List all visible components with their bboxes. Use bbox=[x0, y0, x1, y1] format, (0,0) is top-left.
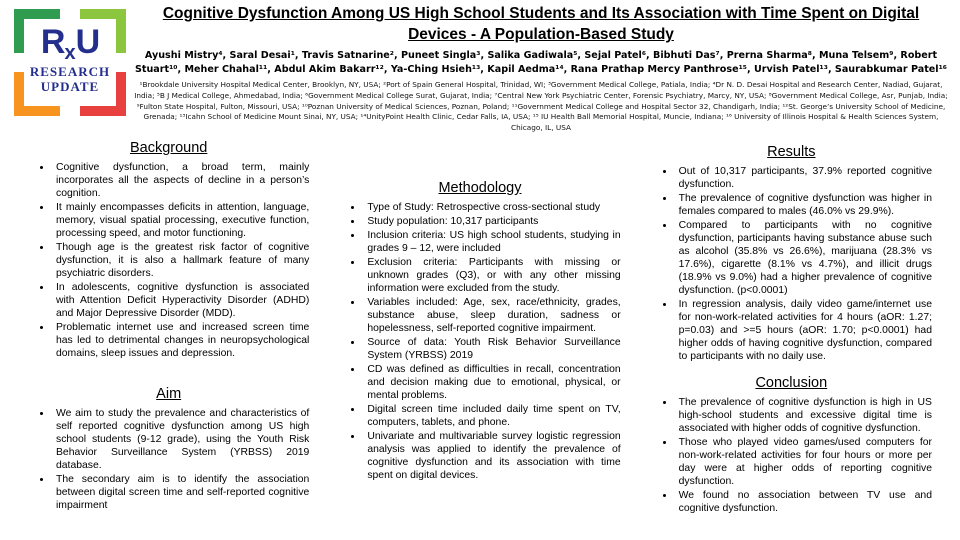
conclusion-heading: Conclusion bbox=[755, 375, 828, 391]
methodology-bullet-list bbox=[339, 201, 620, 482]
bullet-item: • Those who played video games/used computers for non-work-related activities for four hours or more per day were at higher odds of reporting cognitive dysfunction. bbox=[675, 436, 932, 488]
bullet-item: • The secondary aim is to identify the association between digital screen time and self-reported cognitive impairment bbox=[52, 473, 309, 512]
bullet-item: • We found no association between TV use and cognitive dysfunction. bbox=[675, 489, 932, 515]
bullet-item: • Out of 10,317 participants, 37.9% reported cognitive dysfunction. bbox=[675, 165, 932, 191]
column-right bbox=[651, 140, 932, 540]
section-aim bbox=[28, 386, 309, 512]
results-bullet-list bbox=[651, 165, 932, 363]
bullet-item: • Though age is the greatest risk factor of cognitive dysfunction, it is also a hallmark feature of many psychiatric disorders. bbox=[52, 241, 309, 280]
background-bullet-list bbox=[28, 161, 309, 360]
bullet-item: • Source of data: Youth Risk Behavior Surveillance System (YRBSS) 2019 bbox=[363, 336, 620, 362]
conclusion-bullet-list bbox=[651, 396, 932, 515]
logo-monogram: RxU bbox=[40, 23, 100, 64]
research-update-logo bbox=[14, 9, 126, 116]
bullet-item: • In adolescents, cognitive dysfunction is associated with Attention Deficit Hyperactivity Disorder (ADHD) and Major Depressive Disorder (MDD). bbox=[52, 281, 309, 320]
bullet-item: • It mainly encompasses deficits in attention, language, memory, visual spatial processing, executive function, processing speed, and motor functioning. bbox=[52, 201, 309, 240]
bullet-item: • We aim to study the prevalence and characteristics of self reported cognitive dysfunction among US high school students (9-12 grade), using the Youth Risk Behavior Surveillance System (YRBSS) 2019 database. bbox=[52, 407, 309, 472]
bullet-item: • Variables included: Age, sex, race/ethnicity, grades, substance abuse, sleep duration, sadness or hopelessness, self-reported cognitive impairment. bbox=[363, 296, 620, 335]
section-background bbox=[28, 140, 309, 360]
poster-title: Cognitive Dysfunction Among US High School Students and Its Association with Time Spent on Digital Devices - A Population-Based Study bbox=[162, 5, 920, 43]
bullet-item: • Compared to participants with no cognitive dysfunction, participants having substance abuse such as alcohol (35.8% vs 26.6%), marijuana (28.3% vs 17.6%), cigarette (8.1% vs 4.7%), and illicit drugs (18.9% vs 9.0%) had a higher prevalence of cognitive dysfunction. (p<0.0001) bbox=[675, 219, 932, 297]
section-conclusion bbox=[651, 375, 932, 515]
poster-columns bbox=[0, 140, 960, 540]
poster-header bbox=[130, 4, 952, 134]
bullet-item: • Exclusion criteria: Participants with missing or unknown grades (Q3), or with any other missing information were excluded from the study. bbox=[363, 256, 620, 295]
background-heading: Background bbox=[129, 140, 208, 156]
methodology-heading: Methodology bbox=[438, 180, 522, 196]
bullet-item: • Inclusion criteria: US high school students, studying in grades 9 – 12, were included bbox=[363, 229, 620, 255]
section-results bbox=[651, 144, 932, 363]
bullet-item: • In regression analysis, daily video game/internet use for non-work-related activities for 4 hours (aOR: 1.27; p=0.03) and >=5 hours (aOR: 1.70; p<0.0001) had higher odds of having cognitive dysfunction, compared to participants with no daily use. bbox=[675, 298, 932, 363]
bullet-item: • Type of Study: Retrospective cross-sectional study bbox=[363, 201, 620, 214]
bullet-item: • Digital screen time included daily time spent on TV, computers, tablets, and phone. bbox=[363, 403, 620, 429]
column-middle bbox=[339, 140, 620, 540]
section-methodology bbox=[339, 180, 620, 482]
column-left bbox=[28, 140, 309, 540]
author-list: Ayushi Mistry⁴, Saral Desai¹, Travis Satnarine², Puneet Singla³, Salika Gadiwala⁵, Sejal Patel⁶, Bibhuti Das⁷, Prerna Sharma⁸, Muna Telsem⁹, Robert Stuart¹⁰, Meher Chahal¹¹, Abdul Akim Bakarr¹², Ya-Ching Hsieh¹³, Kapil Aedma¹⁴, Rana Prathap Mercy Panthrose¹⁵, Urvish Patel¹³, Saurabkumar Patel¹⁶ bbox=[134, 49, 947, 75]
bullet-item: • The prevalence of cognitive dysfunction was higher in females compared to males (46.0% vs 29.9%). bbox=[675, 192, 932, 218]
logo-wordmark bbox=[14, 65, 126, 95]
affiliation-list: ¹Brookdale University Hospital Medical Center, Brooklyn, NY, USA; ²Port of Spain General Hospital, Trinidad, WI; ³Government Medical College, Patiala, India; ⁴Dr N. D. Desai Hospital and Research Center, Nadiad, Gujarat, India; ⁵B J Medical College, Ahmedabad, India; ⁶Government Medical College Surat, Gujarat, India; ⁷Central New York Psychiatric Center, Forensic Psychiatry, Marcy, NY, USA; ⁸Government Medical College, Asr, Punjab, India; ⁹Fulton State Hospital, Fulton, Missouri, USA; ¹⁰Poznan University of Medical Sciences, Poznan, Poland; ¹¹Government Medical College and Hospital Sector 32, Chandigarh, India; ¹²St. George’s University School of Medicine, Grenada; ¹³Icahn School of Medicine Mount Sinai, NY, USA; ¹⁴UnityPoint Health Clinic, Cedar Falls, IA, USA; ¹⁵ IU Health Ball Memorial Hospital, Muncie, Indiana; ¹⁶ University of Illinois Hospital & Health Sciences System, Chicago, IL, USA bbox=[134, 79, 948, 133]
results-heading: Results bbox=[767, 144, 816, 160]
bullet-item: • The prevalence of cognitive dysfunction is high in US high-school students and excessive digital time is associated with higher odds of cognitive dysfunction. bbox=[675, 396, 932, 435]
bullet-item: • Study population: 10,317 participants bbox=[363, 215, 620, 228]
aim-bullet-list bbox=[28, 407, 309, 512]
bullet-item: • CD was defined as difficulties in recall, concentration and decision making due to emotional, physical, or mental problems. bbox=[363, 363, 620, 402]
logo-word-research: RESEARCH bbox=[29, 64, 111, 79]
aim-heading: Aim bbox=[156, 386, 182, 402]
logo-word-update: UPDATE bbox=[40, 78, 100, 94]
bullet-item: • Problematic internet use and increased screen time has led to detrimental changes in neuropsychological domains, sleep issues and depression. bbox=[52, 321, 309, 360]
bullet-item: • Cognitive dysfunction, a broad term, mainly incorporates all the aspects of decline in a person’s cognition. bbox=[52, 161, 309, 200]
bullet-item: • Univariate and multivariable survey logistic regression analysis was applied to identify the prevalence of cognitive dysfunction and its association with time spent on digital devices. bbox=[363, 430, 620, 482]
